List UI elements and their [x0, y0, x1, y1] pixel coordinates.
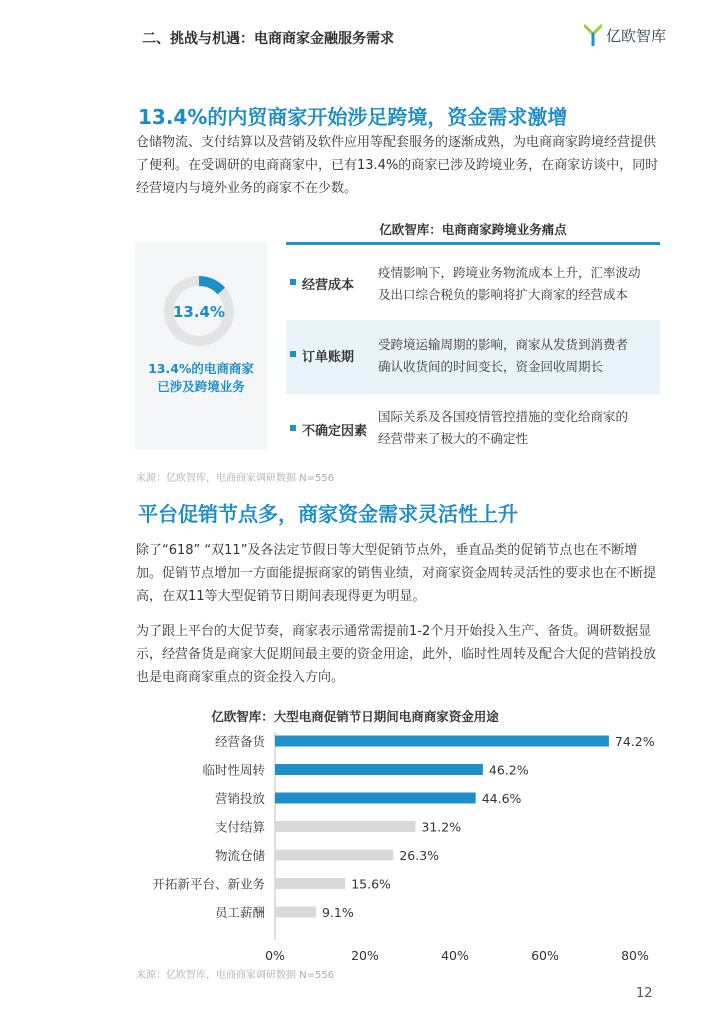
painpoint-row-cost [286, 248, 660, 322]
painpoint-row-payment-term [286, 320, 660, 394]
paragraph-line: 经营境内与境外业务的商家不在少数。 [136, 181, 358, 196]
painpoint-desc [378, 262, 654, 306]
section2-paragraph-2 [136, 620, 676, 689]
data-label: 74.2% [614, 734, 655, 749]
desc-line: 受跨境运输周期的影响，商家从发货到消费者 [378, 337, 629, 352]
paragraph-line: 也是电商商家重点的资金投入方向。 [136, 670, 345, 685]
section2-paragraph-1 [136, 539, 676, 608]
category-label: 临时性周转 [202, 762, 265, 778]
paragraph-line: 为了跟上平台的大促节奏，商家表示通常需提前1-2个月开始投入生产、备货。调研数据显 [136, 624, 652, 639]
category-label: 经营备货 [214, 734, 265, 749]
section2-title: 平台促销节点多，商家资金需求灵活性上升 [138, 502, 518, 526]
logo-text: 亿欧智库 [606, 26, 667, 45]
bar [275, 907, 316, 918]
donut-chart [161, 273, 237, 349]
donut-label [135, 360, 267, 396]
bar [275, 736, 609, 747]
paragraph-line: 除了“618” “双11”及各法定节假日等大型促销节点外，垂直品类的促销节点也在不断增 [136, 543, 638, 558]
chart-title: 亿欧智库：大型电商促销节日期间电商商家资金用途 [211, 709, 499, 724]
painpoints-source: 来源：亿欧智库，电商商家调研数据 N=556 [136, 473, 335, 484]
desc-line: 确认收货间的时间变长，资金回收周期长 [378, 359, 604, 374]
desc-line: 经营带来了极大的不确定性 [378, 431, 529, 446]
painpoints-title: 亿欧智库：电商商家跨境业务痛点 [379, 222, 567, 237]
data-label: 44.6% [481, 791, 522, 806]
funds-usage-bar-chart [0, 730, 710, 970]
x-tick-label: 60% [531, 948, 559, 963]
painpoints-divider [286, 242, 660, 245]
paragraph-line: 示，经营备货是商家大促期间最主要的资金用途，此外，临时性周转及配合大促的营销投放 [136, 647, 657, 662]
bar [275, 793, 476, 804]
logo-icon [584, 24, 602, 46]
donut-label-line: 13.4%的电商商家 [148, 361, 254, 376]
bullet-square-icon [290, 279, 296, 285]
paragraph-line: 高，在双11等大型促销节日期间表现得更为明显。 [136, 589, 426, 604]
chart-source: 来源：亿欧智库，电商商家调研数据 N=556 [136, 970, 335, 981]
painpoint-row-uncertainty [286, 394, 660, 468]
data-label: 26.3% [399, 848, 440, 863]
painpoint-desc [378, 334, 654, 378]
painpoint-desc [378, 406, 654, 450]
paragraph-line: 加。促销节点增加一方面能提振商家的销售业绩，对商家资金周转灵活性的要求也在不断提 [136, 566, 657, 581]
category-label: 物流仓储 [214, 848, 265, 863]
painpoint-label: 不确定因素 [302, 424, 368, 439]
page-number: 12 [636, 986, 653, 1001]
category-label: 开拓新平台、新业务 [152, 876, 265, 892]
bar [275, 850, 393, 861]
section1-title: 13.4%的内贸商家开始涉足跨境，资金需求激增 [138, 105, 568, 129]
data-label: 15.6% [351, 876, 391, 892]
data-label: 31.2% [421, 819, 462, 835]
painpoint-label: 经营成本 [302, 278, 355, 293]
bar [275, 764, 483, 775]
category-label: 营销投放 [214, 791, 265, 806]
section1-paragraph [136, 131, 676, 200]
bullet-square-icon [290, 425, 296, 431]
donut-arc [199, 281, 221, 291]
header-title: 二、挑战与机遇：电商商家金融服务需求 [142, 31, 394, 47]
category-label: 支付结算 [214, 819, 265, 835]
bullet-square-icon [290, 351, 296, 357]
desc-line: 疫情影响下，跨境业务物流成本上升，汇率波动 [378, 265, 641, 280]
paragraph-line: 仓储物流、支付结算以及营销及软件应用等配套服务的逐渐成熟，为电商商家跨境经营提供 [136, 135, 657, 150]
painpoint-label: 订单账期 [302, 350, 355, 365]
x-tick-label: 40% [441, 948, 469, 963]
desc-line: 及出口综合税负的影响将扩大商家的经营成本 [378, 287, 629, 302]
x-tick-label: 20% [351, 948, 379, 963]
bar [275, 878, 345, 889]
donut-value: 13.4% [172, 303, 226, 321]
data-label: 9.1% [321, 905, 354, 920]
data-label: 46.2% [488, 762, 529, 778]
desc-line: 国际关系及各国疫情管控措施的变化给商家的 [378, 409, 629, 424]
bar [275, 821, 415, 832]
x-tick-label: 0% [265, 948, 285, 963]
x-tick-label: 80% [621, 948, 649, 963]
brand-logo [584, 22, 666, 48]
paragraph-line: 了便利。在受调研的电商商家中，已有13.4%的商家已涉及跨境业务，在商家访谈中，同时 [136, 158, 659, 173]
category-label: 员工薪酬 [214, 905, 265, 920]
donut-label-line: 已涉及跨境业务 [157, 379, 245, 394]
